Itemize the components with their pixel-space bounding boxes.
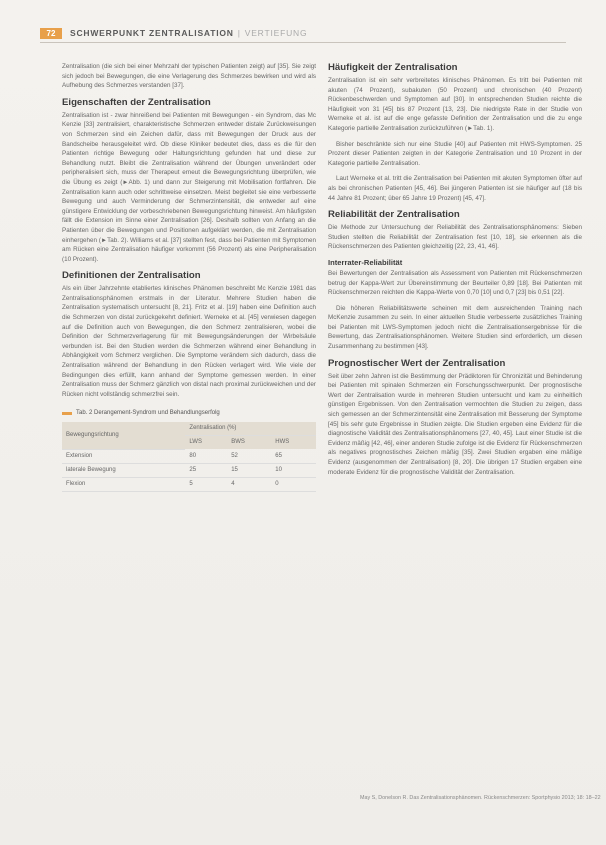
- col-header-bewegung: Bewegungsrichtung: [62, 422, 185, 449]
- citation-footer: May S, Donelson R. Das Zentralisationsphänomen. Rückenschmerzen: Sportphysio 2013; 18: 18–22: [360, 795, 601, 801]
- table-2: [62, 409, 316, 492]
- table-cell: 10: [271, 463, 316, 477]
- section-separator: |: [237, 28, 241, 38]
- paragraph-interrater-1: Bei Bewertungen der Zentralisation als Assessment von Patienten mit Rückenschmerzen betrug der Kappa-Wert zur Übereinstimmung der Beurteiler 0,89 [18]. Bei Patienten mit Rückenschmerzen reichten die Kappa-Werte von 0,70 [10] und 0,7 [23] bis 0,51 [22].: [328, 269, 582, 297]
- data-table: [62, 422, 316, 492]
- table-caption-text: Tab. 2 Derangement-Syndrom und Behandlungserfolg: [76, 410, 220, 417]
- row-label: laterale Bewegung: [62, 463, 185, 477]
- row-label: Flexion: [62, 477, 185, 491]
- paragraph-prognostisch: Seit über zehn Jahren ist die Bestimmung der Prädiktoren für Chronizität und Behinderung bei Patienten mit spinalen Schmerzen ein Forschungsschwerpunkt. Der prognostische Wert der Zentralisation wurde in mehreren Studien untersucht und kam zu einheitlich günstigen Ergebnissen. Von den Zentralisation vermochten die Studien zu zeigen, dass sich gemessen an der Schmerzintensität eine Zentralisation mit Besserung der Symptome [45] bis sehr gute Ergebnisse in Studien zeigte. Die Studien ergeben eine Evidenz für die diagnostische Validität des Zentralisationsphänomens [27, 40, 45]. Laut einer Studie ist die Evidenz mäßig [42, 46], einer anderen Studie zufolge ist die Evidenz für Rückenschmerzen als negatives prognostisches Zeichen mäßig [35]. Zwei Studien ergaben eine mäßige Evidenz (ausgenommen der Zentralisation) [8, 20]. Die übrigen 17 Studien ergaben eine moderate Evidenz für die prognostische Validität der Zentralisation.: [328, 372, 582, 476]
- row-label: Extension: [62, 449, 185, 463]
- left-column: [62, 62, 316, 492]
- table-cell: 65: [271, 449, 316, 463]
- heading-definitionen: Definitionen der Zentralisation: [62, 270, 201, 282]
- table-cell: 15: [227, 463, 271, 477]
- intro-paragraph: Zentralisation (die sich bei einer Mehrzahl der typischen Patienten zeigt) auf [35]. Sie zeigt sich jedoch bei Bewegungen, die eine Verlagerung des Schmerzes bewirken und wird als Aufhebung des Schmerzes verstanden [37].: [62, 63, 316, 90]
- col-header-lws: LWS: [185, 436, 227, 450]
- table-cell: 80: [185, 449, 227, 463]
- section-title: [70, 28, 307, 39]
- paragraph-haeufigkeit-2: Bisher beschränkte sich nur eine Studie [40] auf Patienten mit HWS-Symptomen. 25 Prozent dieser Patienten zeigten in der Kategorie Zentralisation und 10 Prozent in der Kategorie partielle Zentralisation.: [328, 140, 582, 167]
- section-title-main: SCHWERPUNKT ZENTRALISATION: [70, 28, 234, 38]
- table-cell: 25: [185, 463, 227, 477]
- page-header: [40, 28, 566, 42]
- table-cell: 5: [185, 477, 227, 491]
- section-subtitle: VERTIEFUNG: [244, 28, 308, 38]
- table-cell: 4: [227, 477, 271, 491]
- caption-marker: [62, 412, 72, 415]
- table-cell: 0: [271, 477, 316, 491]
- paragraph-eigenschaften: Zentralisation ist - zwar hinreißend bei Patienten mit Bewegungen - ein Syndrom, das Mc Kenzie [33] zentralisiert, charakteristische Schmerzen entweder distale Zurückweisungen von Schmerzen sind ein Zeichen dafür, dass mit Bewegungen der Druck aus der Bandscheibe herausgeleitet wird. Ob diese Kliniker bedeutet dies, dass es die für den Patienten richtige Bewegung oder Haltungsrichtung gefunden hat und diese zur Behandlung nutzt. Bleibt die Zentralisation während der Übungen unverändert oder peripheralisiert sich, muss der Therapeut erneut die Bewegungsrichtung überprüfen, wie die Übung es zeigt (►Abb. 1) und dann zur Steigerung mit Mobilisation fortfahren. Die Zentralisation kann auch oder schrittweise einsetzen. Meist begleitet sie eine verbesserte Bewegung und auch Verminderung der Schmerzintensität, die entweder auf eine günstigere Entwicklung der vorbeschriebenen Bewegungsrichtung hinweist. Am häufigsten fällt die Extension im Sinne einer Zentralisation [26]. Deshalb sollten von Anfang an die Patienten über die Bewegungen und Positionen aufgeklärt werden, die mit Zentralisation einhergehen (►Tab. 2). Williams et al. [37] stellten fest, dass bei Patienten mit Symptomen am Rücken eine Zentralisation häufiger vorkommt (56 Prozent) als eine Peripheralisation (10 Prozent).: [62, 111, 316, 263]
- col-header-hws: HWS: [271, 436, 316, 450]
- right-column: [328, 62, 582, 483]
- heading-interrater: Interrater-Reliabilität: [328, 257, 403, 267]
- paragraph-haeufigkeit-3: Laut Werneke et al. tritt die Zentralisation bei Patienten mit akuten Symptomen öfter auf als bei chronischen Patienten [45, 46]. Bei jüngeren Patienten ist sie häufiger auf (18 bis 44 Jahre 81 Prozent; über 65 Jahre 19 Prozent) [45, 47].: [328, 175, 582, 202]
- heading-eigenschaften: Eigenschaften der Zentralisation: [62, 96, 211, 108]
- page-number: 72: [40, 28, 62, 39]
- paragraph-haeufigkeit-1: Zentralisation ist ein sehr verbreitetes klinisches Phänomen. Es tritt bei Patienten mit akuten (74 Prozent), subakuten (50 Prozent) und chronischen (40 Prozent) Rückenbeschwerden und Symptomen auf [30]. In entsprechenden Studien reichte die Häufigkeit von 31 [45] bis 87 Prozent [13, 23]. Die niedrigste Rate in der Studie von Werneke et al. ist auf die enge gefasste Definition der Zentralisation und die zu enge Kategorie partielle Zentralisation zurückzuführen (►Tab. 1).: [328, 77, 582, 132]
- heading-haeufigkeit: Häufigkeit der Zentralisation: [328, 62, 458, 73]
- col-header-bws: BWS: [227, 436, 271, 450]
- table-cell: 52: [227, 449, 271, 463]
- col-group-zentralisation: Zentralisation (%): [185, 422, 316, 436]
- table-row: [62, 463, 316, 477]
- table-caption: [62, 409, 316, 418]
- paragraph-interrater-2: Die höheren Reliabilitätswerte scheinen mit dem ausreichenden Training nach McKenzie zusammen zu sein. In einer aktuellen Studie verbesserte zusätzliches Training bei Patienten mit LWS-Symptomen jedoch nicht die Zentralisationsergebnisse für die Bewertung, das Zentralisationsphänomen. Weitere Studien sind erforderlich, um diesen Zusammenhang zu bestimmen [43].: [328, 304, 582, 351]
- paragraph-reliabilitaet: Die Methode zur Untersuchung der Reliabilität des Zentralisationsphänomens: Sieben Studien stellten die Reliabilität der Zentralisation fest [10, 18], sie erkennen als die Rückenschmerzen des Patienten gleichzeitig [22, 23, 41, 46].: [328, 224, 582, 251]
- table-row: [62, 449, 316, 463]
- heading-prognostisch: Prognostischer Wert der Zentralisation: [328, 357, 506, 369]
- table-row: [62, 477, 316, 491]
- header-rule: [40, 42, 566, 43]
- heading-reliabilitaet: Reliabilität der Zentralisation: [328, 209, 460, 221]
- paragraph-definitionen: Als ein über Jahrzehnte etabliertes klinisches Phänomen beschreibt Mc Kenzie 1981 das Zentralisationsphänomen erstmals in der Literatur. Mehrere Studien haben die Zentralisation systematisch untersucht [8, 21]. Fritz et al. [19] haben eine Definition auch die Schmerzen von distal zurückgekehrt definiert. Werneke et al. [45] verwiesen dagegen auf die Definition auch von Bewegungen, die den Schmerz zentralisieren, wobei die Definition der Schmerzverlagerung für mit Bewegungsänderungen der Wirbelsäule verbunden ist. Bei den Studien werden die Schmerzen während einer Behandlung in Abhängigkeit vom Schmerz verglichen. Die Symptome verändern sich dadurch, dass die Zentralisation während der Behandlung in den Rücken verlagert wird. Wie viele der Bedingungen dies erfüllt, kann anhand der Symptome gemessen werden. In einer Zentralisation muss der Schmerz gänzlich von distal nach proximal zurückweichen und der Rücken nicht vollständig schmerzfrei sein.: [62, 285, 316, 398]
